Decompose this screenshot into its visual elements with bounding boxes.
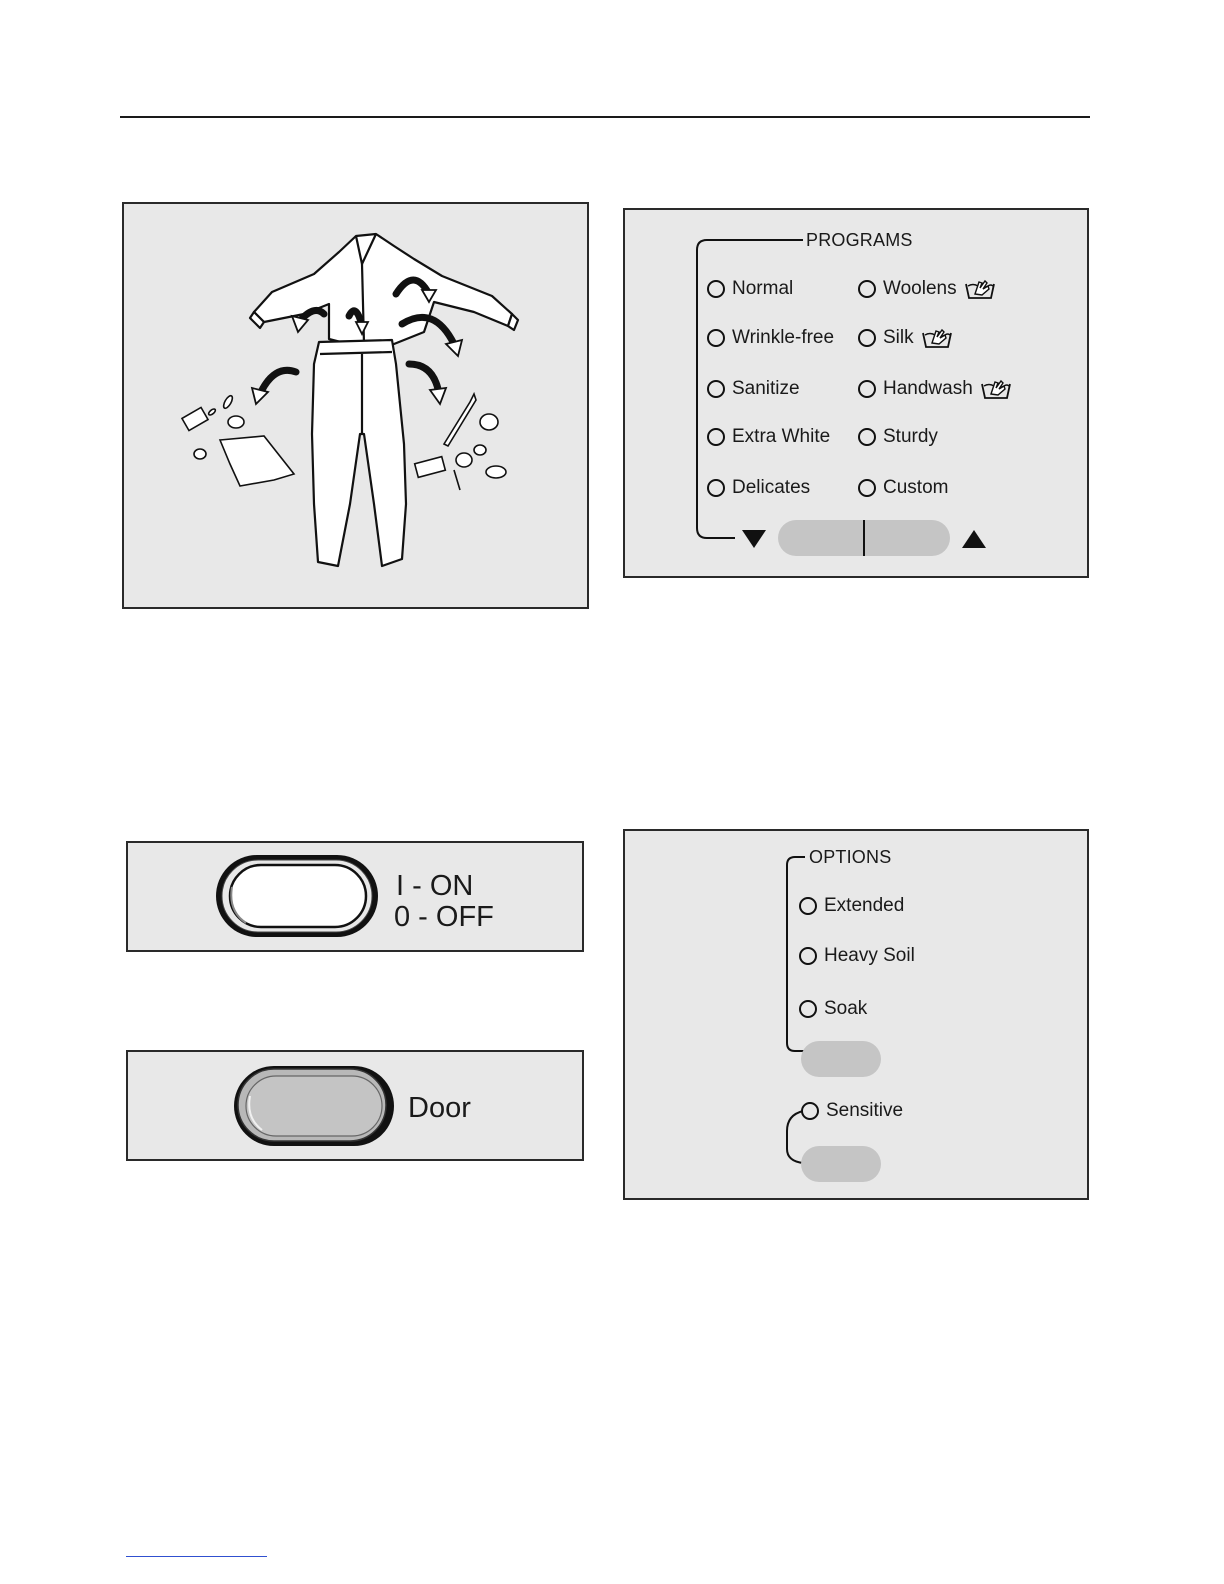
program-option-silk[interactable]	[858, 327, 952, 349]
indicator-light	[799, 1000, 817, 1018]
option-label: Sensitive	[826, 1100, 904, 1121]
indicator-light	[858, 329, 876, 347]
program-label: Wrinkle-free	[732, 327, 835, 348]
option-label: Heavy Soil	[824, 945, 915, 966]
program-label: Custom	[883, 477, 949, 498]
option-sensitive[interactable]	[801, 1100, 903, 1122]
handwash-icon	[981, 378, 1011, 400]
program-label: Silk	[883, 327, 914, 348]
indicator-light	[799, 897, 817, 915]
option-soak[interactable]	[799, 998, 867, 1020]
program-label: Sturdy	[883, 426, 938, 447]
program-option-handwash[interactable]	[858, 378, 1011, 400]
indicator-light	[858, 479, 876, 497]
indicator-light	[858, 380, 876, 398]
program-label: Delicates	[732, 477, 811, 498]
options-panel	[623, 829, 1089, 1200]
programs-heading: PROGRAMS	[806, 230, 913, 250]
programs-panel	[623, 208, 1089, 578]
empty-pockets-illustration	[124, 204, 587, 607]
power-button[interactable]	[128, 843, 582, 950]
program-option-sturdy[interactable]	[858, 426, 938, 448]
program-option-wrinkle-free[interactable]	[707, 327, 834, 349]
program-option-woolens[interactable]	[858, 278, 995, 300]
handwash-icon	[922, 327, 952, 349]
handwash-icon	[965, 278, 995, 300]
program-label: Extra White	[732, 426, 831, 447]
options-button[interactable]	[801, 1041, 881, 1077]
empty-pockets-illustration-panel	[122, 202, 589, 609]
arrow-up-icon	[962, 530, 986, 548]
indicator-light	[707, 479, 725, 497]
door-label: Door	[408, 1092, 471, 1124]
header-rule	[120, 116, 1090, 118]
indicator-light	[858, 428, 876, 446]
power-off-label: 0 - OFF	[394, 901, 494, 933]
program-option-normal[interactable]	[707, 278, 793, 300]
indicator-light	[799, 947, 817, 965]
indicator-light	[858, 280, 876, 298]
program-label: Handwash	[883, 378, 973, 399]
door-button[interactable]	[128, 1052, 582, 1159]
option-heavy-soil[interactable]	[799, 945, 915, 967]
door-button-panel	[126, 1050, 584, 1161]
power-on-label: I - ON	[396, 870, 474, 902]
program-option-sanitize[interactable]	[707, 378, 800, 400]
program-label: Sanitize	[732, 378, 800, 399]
option-label: Extended	[824, 895, 905, 916]
option-label: Soak	[824, 998, 868, 1019]
indicator-light	[801, 1102, 819, 1120]
button-divider	[863, 520, 865, 556]
power-switch-panel	[126, 841, 584, 952]
footer-link-underline	[126, 1556, 267, 1557]
program-label: Normal	[732, 278, 794, 299]
options-heading: OPTIONS	[809, 847, 892, 867]
program-option-delicates[interactable]	[707, 477, 810, 499]
sensitive-button[interactable]	[801, 1146, 881, 1182]
option-extended[interactable]	[799, 895, 904, 917]
indicator-light	[707, 428, 725, 446]
program-label: Woolens	[883, 278, 957, 299]
program-selector-button[interactable]	[778, 520, 950, 556]
indicator-light	[707, 329, 725, 347]
program-option-custom[interactable]	[858, 477, 948, 499]
program-option-extra-white[interactable]	[707, 426, 830, 448]
indicator-light	[707, 380, 725, 398]
arrow-down-icon	[742, 530, 766, 548]
indicator-light	[707, 280, 725, 298]
